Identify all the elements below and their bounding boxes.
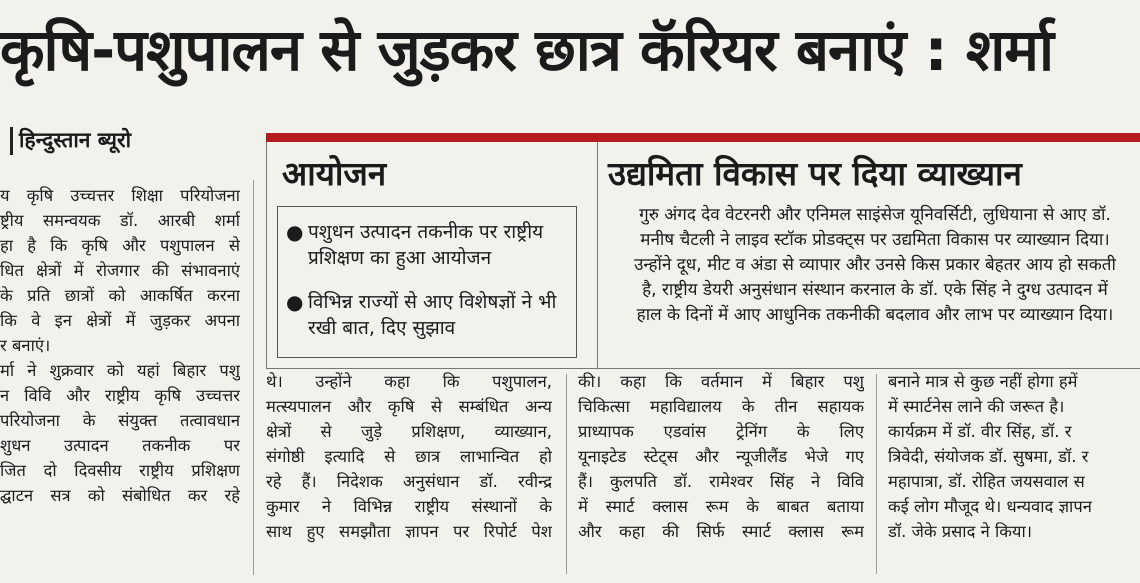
column-line: डॉ. जेके प्रसाद ने किया। [888, 522, 1033, 541]
highlight-text: विभिन्न राज्यों से आए विशेषज्ञों ने भी रखी बात, दिए सुझाव [308, 291, 557, 339]
column-line: क्षेत्रों से जुड़े प्रशिक्षण, व्याख्यान, [266, 422, 552, 441]
lecture-line: है, राष्ट्रीय डेयरी अनुसंधान संस्थान करनाल के डॉ. एके सिंह ने दुग्ध उत्पादन में [642, 280, 1108, 300]
column-line: शुधन उत्पादन तकनीक पर [0, 436, 240, 455]
column-line: र बनाएं। [0, 336, 51, 355]
column-line: द्घाटन सत्र को संबोधित कर रहे [0, 486, 240, 505]
highlights-box [277, 206, 577, 358]
column-divider [253, 180, 254, 575]
column-line: साथ हुए समझौता ज्ञापन पर रिपोर्ट पेश [266, 522, 552, 541]
column-line: हैं। कुलपति डॉ. रामेश्वर सिंह ने विवि [578, 472, 864, 491]
lecture-line: गुरु अंगद देव वेटरनरी और एनिमल साइंसेज यूनिवर्सिटी, लुधियाना से आए डॉ. [639, 205, 1111, 225]
column-line: महापात्रा, डॉ. रोहित जयसवाल स [888, 472, 1085, 491]
column-line: के प्रति छात्रों को आकर्षित करना [0, 286, 240, 305]
lecture-title: उद्यमिता विकास पर दिया व्याख्यान [608, 154, 1022, 193]
column-divider [876, 374, 877, 574]
column-line: चिकित्सा महाविद्यालय के तीन सहायक [578, 397, 864, 416]
highlight-text: पशुधन उत्पादन तकनीक पर राष्ट्रीय प्रशिक्षण का हुआ आयोजन [308, 221, 544, 269]
highlight-item [278, 289, 576, 345]
body-column-2 [266, 369, 552, 544]
column-line: कि वे इन क्षेत्रों में जुड़कर अपना [0, 311, 240, 330]
lecture-line: मनीष चैटली ने लाइव स्टॉक प्रोडक्ट्स पर उद्यमिता विकास पर व्याख्यान दिया। [640, 230, 1110, 250]
column-line: कई लोग मौजूद थे। धन्यवाद ज्ञापन [888, 497, 1092, 516]
body-column-3 [578, 369, 864, 544]
body-column-4 [888, 369, 1140, 544]
column-line: मत्स्यपालन और कृषि से सम्बंधित अन्य [266, 397, 552, 416]
column-line: में स्मार्ट क्लास रूम के बाबत बताया [578, 497, 864, 516]
headline: कृषि-पशुपालन से जुड़कर छात्र कॅरियर बनाएं : शर्मा [0, 16, 1054, 84]
aayojan-title: आयोजन [282, 154, 387, 193]
column-line: जित दो दिवसीय राष्ट्रीय प्रशिक्षण [0, 461, 240, 480]
column-line: रहे हैं। निदेशक अनुसंधान डॉ. रवीन्द्र [266, 472, 552, 491]
column-line: त्रिवेदी, संयोजक डॉ. सुषमा, डॉ. र [888, 447, 1089, 466]
byline-text: हिन्दुस्तान ब्यूरो [19, 128, 132, 152]
column-line: र्मा ने शुक्रवार को यहां बिहार पशु [0, 361, 240, 380]
column-line: हा है कि कृषि और पशुपालन से [0, 236, 240, 255]
column-line: ष्ट्रीय समन्वयक डॉ. आरबी शर्मा [0, 211, 240, 230]
column-line: बनाने मात्र से कुछ नहीं होगा हमें [888, 372, 1078, 391]
column-line: कार्यक्रम में डॉ. वीर सिंह, डॉ. र [888, 422, 1072, 441]
lecture-text [610, 203, 1140, 328]
column-line: न विवि और राष्ट्रीय कृषि उच्चत्तर [0, 386, 240, 405]
column-line: कुमार ने विभिन्न राष्ट्रीय संस्थानों के [266, 497, 552, 516]
column-line: य कृषि उच्चत्तर शिक्षा परियोजना [0, 186, 240, 205]
column-line: धित क्षेत्रों में रोजगार की संभावनाएं [0, 261, 240, 280]
column-line: परियोजना के संयुक्त तत्वावधान [0, 411, 240, 430]
body-column-1 [0, 183, 240, 508]
column-line: की। कहा कि वर्तमान में बिहार पशु [578, 372, 864, 391]
column-line: संगोष्ठी इत्यादि से छात्र लाभान्वित हो [266, 447, 552, 466]
column-line: और कहा की सिर्फ स्मार्ट क्लास रूम [578, 522, 864, 541]
column-line: यूनाइटेड स्टेट्स और न्यूजीलैंड भेजे गए [578, 447, 864, 466]
column-line: थे। उन्होंने कहा कि पशुपालन, [266, 372, 552, 391]
lecture-line: उन्होंने दूध, मीट व अंडा से व्यापार और उनसे किस प्रकार बेहतर आय हो सकती [634, 255, 1116, 275]
column-divider [566, 374, 567, 574]
lecture-line: हाल के दिनों में आए आधुनिक तकनीकी बदलाव और लाभ पर व्याख्यान दिया। [636, 305, 1114, 325]
bullet-icon: ● [286, 290, 304, 314]
byline-divider [10, 127, 13, 155]
column-line: में स्मार्टनेस लाने की जरूत है। [888, 397, 1065, 416]
byline [0, 126, 131, 155]
column-line: प्राध्यापक एडवांस ट्रेनिंग के लिए [578, 422, 864, 441]
section-rule [266, 133, 1140, 142]
bullet-icon: ● [286, 220, 304, 244]
highlight-item [278, 219, 576, 275]
